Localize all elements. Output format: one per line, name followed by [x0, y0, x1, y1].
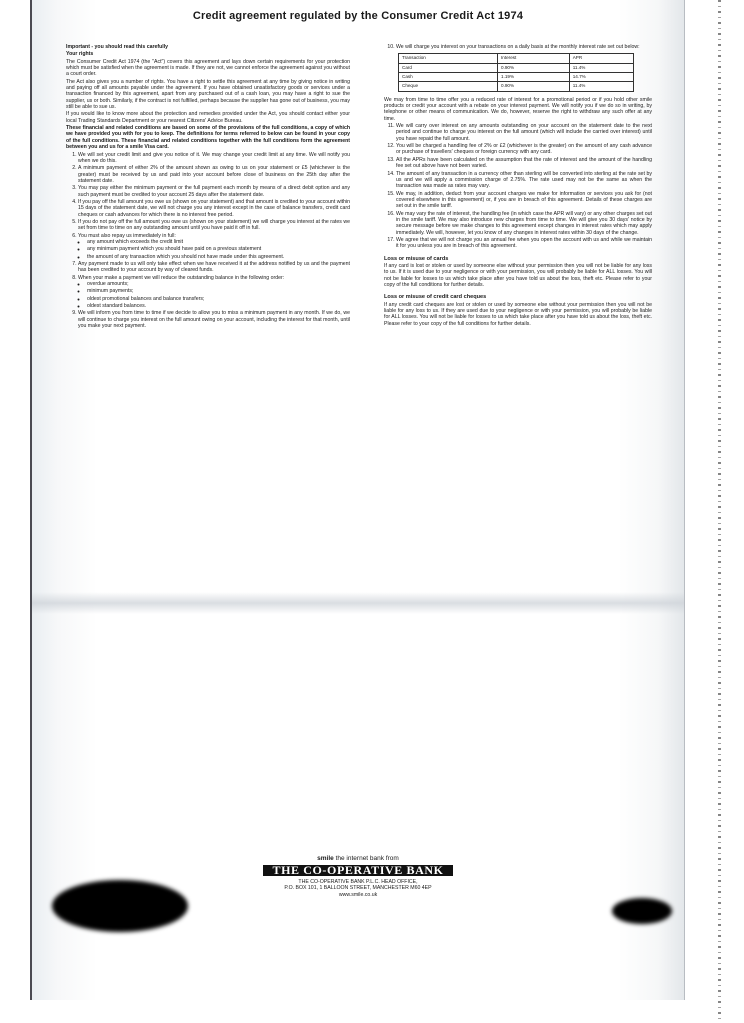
loss-cheques-heading: Loss or misuse of credit card cheques [384, 294, 487, 301]
sub-item: ◦ any minimum payment which you should have paid on a previous statement [87, 246, 350, 252]
condition-item: 15. We may, in addition, deduct from your account charges we make for information or services you ask for (not covered elsewhere in this agreement) or, if you are in breach of this agreement. Details of these charges are set out in the smile tariff. [396, 191, 652, 210]
scan-fold-shadow [32, 592, 684, 614]
loss-cheques-paragraph: If any credit card cheques are lost or stolen or used by someone else without your permission then you will not be liable for any loss to us. If they are used due to your negligence or with your permission, you will probably be liable for ALL losses. You will not be liable for losses to us which take place after you have told us about the loss, theft etc. Please refer to your copy of the full conditions for further details. [384, 301, 652, 327]
condition-item: 9. We will inform you from time to time if we decide to allow you to miss a minimum payment in any month. If we do, we will continue to charge you interest on the full amount owing on your account, including the interest for that month, until you make your next payment. [78, 310, 350, 329]
column-header: Transaction [399, 54, 498, 63]
loss-cards-heading: Loss or misuse of cards [384, 255, 449, 262]
condition-item: 16. We may vary the rate of interest, the handling fee (in which case the APR will vary) or any other charges set out in the smile tariff. We may also introduce new charges from time to time. We will give you 30 days' notice by secure message before we make changes to this agreement except changes in interest rates which may apply immediately. We will, however, let you know of any changes in interest rates within 30 days of the change. [396, 211, 652, 236]
table-cell: 11.4% [569, 63, 633, 72]
condition-item [78, 275, 350, 310]
address-line: P.O. BOX 101, 1 BALLOON STREET, MANCHESTER M60 4EP [284, 885, 432, 892]
repay-sublist [78, 239, 350, 260]
conditions-intro: These financial and related conditions are based on some of the provisions of the full conditions, a copy of which we have provided you with for you to keep. The definitions for terms referred to below can be found in your copy of the full conditions. These financial and related conditions together with the full conditions form the agreement between you and us for a smile Visa card. [66, 125, 350, 151]
table-cell: Cash [399, 73, 498, 82]
condition-item: 3. You may pay either the minimum payment or the full payment each month by means of a direct debit option and any such payment must be credited to your account 25 days after the statement date. [78, 185, 350, 198]
condition-item: 4. If you pay off the full amount you owe us (shown on your statement) and that amount is credited to your account within 15 days of the statement date, we will not charge you any interest except in the case of balance transfers, credit card cheques or cash advances for which there is no interest free period. [78, 199, 350, 218]
condition-item: 1. We will set your credit limit and give you notice of it. We may change your credit limit at any time. We will notify you when we do this. [78, 152, 350, 165]
table-cell: 11.4% [569, 82, 633, 91]
tagline-text: the internet bank from [333, 855, 399, 862]
condition-item: 7. Any payment made to us will only take effect when we have received it at the address notified by us and the payment has been credited to your account by way of cleared funds. [78, 261, 350, 274]
smile-brand: smile [317, 855, 334, 862]
sub-item: ◦ oldest standard balances. [87, 303, 350, 309]
table-cell: 14.7% [569, 73, 633, 82]
rights-paragraph-2: The Act also gives you a number of rights. You have a right to settle this agreement at any time by giving notice in writing and paying off all amounts payable under the agreement. If you have obtained unsatisfactory goods or services under a transaction financed by this agreement, apart from any purchased out of a cash loan, you may have a right to sue the supplier, us or both. Similarly, if the contract is not fulfilled, perhaps because the supplier has gone out of business, you may still be able to sue us. [66, 78, 350, 111]
promotional-rate-paragraph: We may from time to time offer you a reduced rate of interest for a promotional period or if you hold other smile products or credit your account with a rebate on your interest payment. We will notify you if we do so in writing, by telephone or other means of communication. We do, however, reserve the right to withdraw any such offer at any time. [384, 96, 652, 122]
rights-paragraph-3: If you would like to know more about the protection and remedies provided under the Act, you should contact either your local Trading Standards Department or your nearest Citizens' Advice Bureau. [66, 111, 350, 124]
rights-paragraph-1: The Consumer Credit Act 1974 (the "Act") covers this agreement and lays down certain requirements for your protection which must be satisfied when the agreement is made. If they are not, we cannot enforce the agreement against you without a court order. [66, 58, 350, 78]
document-title: Credit agreement regulated by the Consumer Credit Act 1974 [192, 10, 524, 22]
sub-item: ◦ minimum payments; [87, 288, 350, 294]
address-line: THE CO-OPERATIVE BANK P.L.C. HEAD OFFICE, [298, 878, 418, 885]
conditions-list-right-a [384, 44, 652, 50]
sub-item: ◦ any amount which exceeds the credit limit [87, 239, 350, 245]
payment-order-sublist [78, 281, 350, 309]
column-header: Interest [498, 54, 570, 63]
condition-item: 12. You will be charged a handling fee of 2% or £2 (whichever is the greater) on the amount of any cash advance or purchase of travellers' cheques or foreign currency with any card. [396, 143, 652, 156]
smile-tagline [32, 856, 684, 862]
condition-item: 17. We agree that we will not charge you an annual fee when you open the account with us and while we maintain it for you unless you are in breach of this agreement. [396, 237, 652, 250]
condition-item: 13. All the APRs have been calculated on the assumption that the rate of interest and the amount of the handling fee set out above have not been varied. [396, 157, 652, 170]
condition-item: 14. The amount of any transaction in a currency other than sterling will be converted into sterling at the rate set by us and we will apply a commission charge of 2.75%. The rate used may not be the same as when the transaction was made as rates may vary. [396, 171, 652, 190]
table-cell: 1.19% [498, 73, 570, 82]
table-header-row [399, 54, 634, 63]
left-column [66, 44, 350, 330]
sub-item: ◦ the amount of any transaction which you should not have made under this agreement. [87, 254, 350, 260]
conditions-list-left [66, 152, 350, 330]
condition-item: 5. If you do not pay off the full amount you owe us (shown on your statement) we will charge you interest at the rates we set from time to time on any outstanding amount until you have paid it off in full. [78, 219, 350, 232]
document-page [30, 0, 685, 1000]
column-header: APR [569, 54, 633, 63]
conditions-list-right-b [384, 123, 652, 250]
interest-rate-table [398, 53, 634, 91]
sub-item: ◦ oldest promotional balances and balance transfers; [87, 296, 350, 302]
condition-text: When your make a payment we will reduce the outstanding balance in the following order: [78, 274, 285, 281]
condition-item [78, 233, 350, 260]
condition-item: 2. A minimum payment of either 2% of the amount shown as owing to us on your statement or £5 (whichever is the greater) must be received by us and paid into your account before close of business on the 25th day after the statement date. [78, 165, 350, 184]
scan-edge-artifact [718, 0, 721, 1023]
redaction-mark-right [612, 898, 672, 924]
table-row [399, 73, 634, 82]
redaction-mark-left [52, 880, 188, 932]
table-cell: Card [399, 63, 498, 72]
your-rights-heading: Your rights [66, 51, 94, 58]
cooperative-bank-logo: THE CO-OPERATIVE BANK [263, 865, 452, 875]
table-row [399, 82, 634, 91]
loss-cards-paragraph: If any card is lost or stolen or used by someone else without your permission then you will not be liable for any loss to us. If it is used due to your negligence or with your permission, you will probably be liable for ALL losses. You will not be liable for losses to us which take place after you have told us about the loss, theft etc. Please refer to your copy of the full conditions for further details. [384, 262, 652, 288]
condition-item: 11. We will carry over interest on any amounts outstanding on your account on the statement date to the next period and continue to charge you interest on the full amount (which will include the carried over interest) until you have repaid the full amount. [396, 123, 652, 142]
right-column [384, 44, 652, 328]
important-notice: Important - you should read this carefully [66, 44, 169, 50]
table-cell: 0.90% [498, 82, 570, 91]
condition-text: You must also repay us immediately in full: [78, 232, 176, 239]
sub-item: ◦ overdue amounts; [87, 281, 350, 287]
table-row [399, 63, 634, 72]
website-line: www.smile.co.uk [338, 891, 378, 898]
table-cell: Cheque [399, 82, 498, 91]
table-cell: 0.90% [498, 63, 570, 72]
condition-item: 10. We will charge you interest on your transactions on a daily basis at the monthly interest rate set out below: [396, 44, 652, 50]
